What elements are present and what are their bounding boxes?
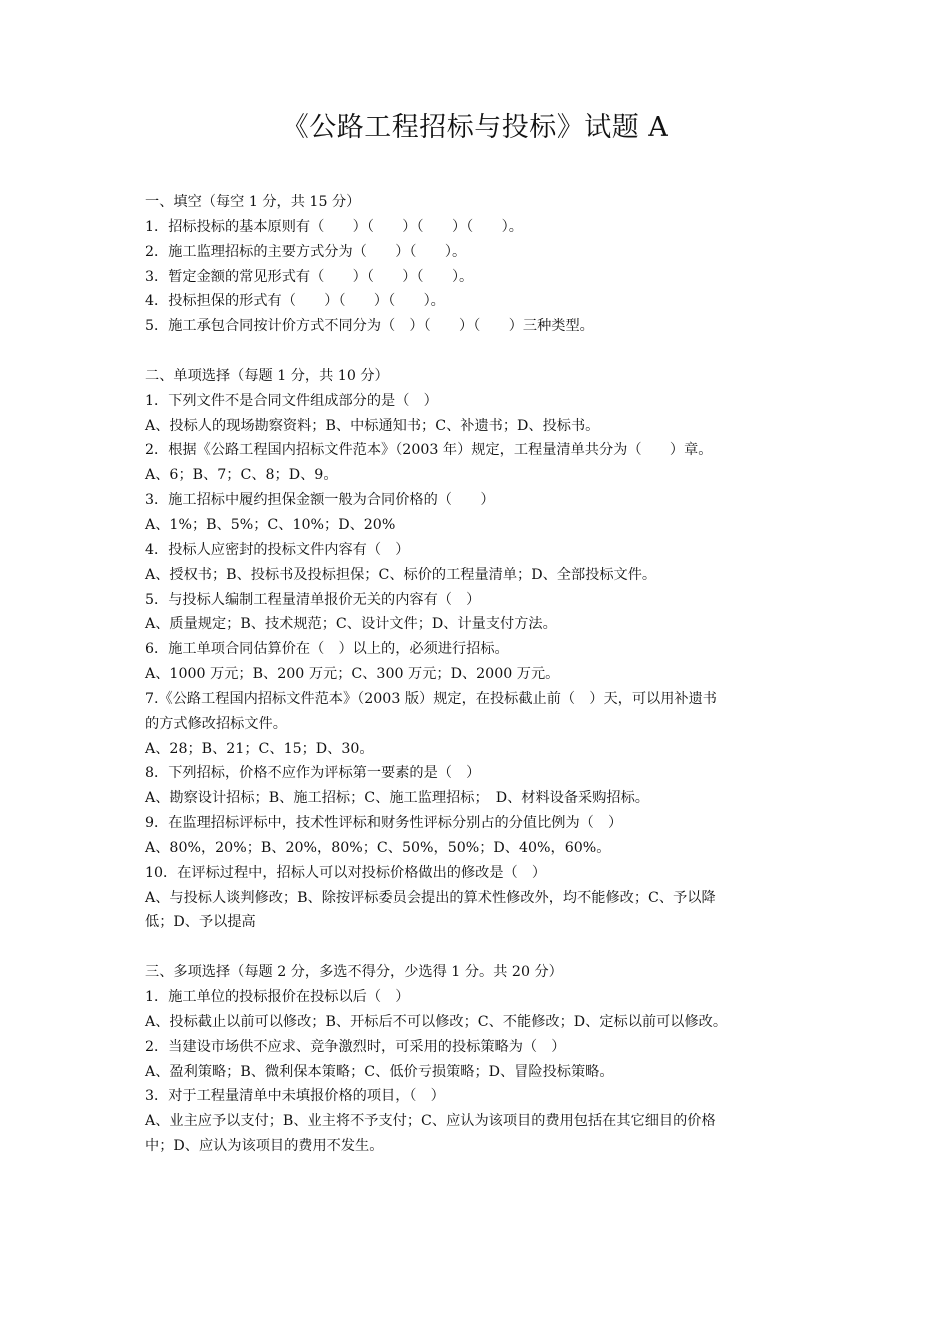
question-line: 5．与投标人编制工程量清单报价无关的内容有（ ）: [145, 591, 481, 608]
question-line: 3．暂定金额的常见形式有（ ）（ ）（ ）。: [145, 268, 474, 285]
answer-options-line-continued: 低；D、予以提高: [145, 914, 256, 931]
answer-options-line-continued: 中；D、应认为该项目的费用不发生。: [145, 1138, 384, 1155]
section-spacer: [145, 339, 815, 364]
answer-options-line: A、28；B、21；C、15；D、30。: [145, 740, 374, 757]
answer-options-line: A、80%，20%；B、20%，80%；C、50%，50%；D、40%，60%。: [145, 839, 611, 856]
section-heading: 一、填空（每空 1 分，共 15 分）: [145, 194, 361, 210]
question-line: 2．当建设市场供不应求、竞争激烈时，可采用的投标策略为（ ）: [145, 1038, 566, 1055]
question-line: 9．在监理招标评标中，技术性评标和财务性评标分别占的分值比例为（ ）: [145, 815, 623, 832]
question-line-continued: 的方式修改招标文件。: [145, 715, 287, 732]
question-line: 1．施工单位的投标报价在投标以后（ ）: [145, 989, 410, 1005]
answer-options-line: A、业主应予以支付；B、业主将不予支付；C、应认为该项目的费用包括在其它细目的价格: [145, 1113, 716, 1130]
answer-options-line: A、盈利策略；B、微利保本策略；C、低价亏损策略；D、冒险投标策略。: [145, 1063, 614, 1080]
answer-options-line: A、1%；B、5%；C、10%；D、20%: [145, 516, 396, 533]
answer-options-line: A、6；B、7；C、8；D、9。: [145, 467, 338, 484]
answer-options-line: A、质量规定；B、技术规范；C、设计文件；D、计量支付方法。: [145, 616, 557, 633]
answer-options-line: A、授权书；B、投标书及投标担保；C、标价的工程量清单；D、全部投标文件。: [145, 566, 657, 583]
question-line: 4．投标人应密封的投标文件内容有（ ）: [145, 541, 410, 558]
exam-title: 《公路工程招标与投标》试题 A: [281, 112, 669, 143]
exam-content: [145, 190, 815, 1159]
answer-options-line: A、投标截止以前可以修改；B、开标后不可以修改；C、不能修改；D、定标以前可以修改。: [145, 1013, 728, 1030]
question-line: 1．招标投标的基本原则有（ ）（ ）（ ）（ ）。: [145, 218, 523, 235]
question-line: 6．施工单项合同估算价在（ ）以上的，必须进行招标。: [145, 641, 509, 658]
question-line: 8．下列招标，价格不应作为评标第一要素的是（ ）: [145, 765, 481, 782]
section-heading: 二、单项选择（每题 1 分，共 10 分）: [145, 367, 389, 384]
question-line: 4．投标担保的形式有（ ）（ ）（ ）。: [145, 293, 445, 310]
section-heading: 三、多项选择（每题 2 分，多选不得分，少选得 1 分。共 20 分）: [145, 964, 563, 981]
question-line: 10．在评标过程中，招标人可以对投标价格做出的修改是（ ）: [145, 864, 547, 881]
answer-options-line: A、勘察设计招标；B、施工招标；C、施工监理招标； D、材料设备采购招标。: [145, 790, 649, 807]
section-spacer: [145, 935, 815, 960]
question-line: 5．施工承包合同按计价方式不同分为（ ）（ ）（ ）三种类型。: [145, 318, 594, 335]
answer-options-line: A、1000 万元；B、200 万元；C、300 万元；D、2000 万元。: [145, 666, 560, 683]
answer-options-line: A、投标人的现场勘察资料；B、中标通知书；C、补遗书；D、投标书。: [145, 417, 600, 434]
question-line: 3．对于工程量清单中未填报价格的项目，（ ）: [145, 1088, 445, 1105]
question-line: 3．施工招标中履约担保金额一般为合同价格的（ ）: [145, 492, 495, 509]
answer-options-line: A、与投标人谈判修改；B、除按评标委员会提出的算术性修改外，均不能修改；C、予以降: [145, 889, 716, 906]
question-line: 2．施工监理招标的主要方式分为（ ）（ ）。: [145, 243, 467, 260]
question-line: 1．下列文件不是合同文件组成部分的是（ ）: [145, 392, 438, 409]
question-line: 2．根据《公路工程国内招标文件范本》（2003 年）规定，工程量清单共分为（ ）章。: [145, 442, 713, 459]
question-line: 7.《公路工程国内招标文件范本》（2003 版）规定，在投标截止前（ ）天，可以用补遗书: [145, 690, 717, 707]
